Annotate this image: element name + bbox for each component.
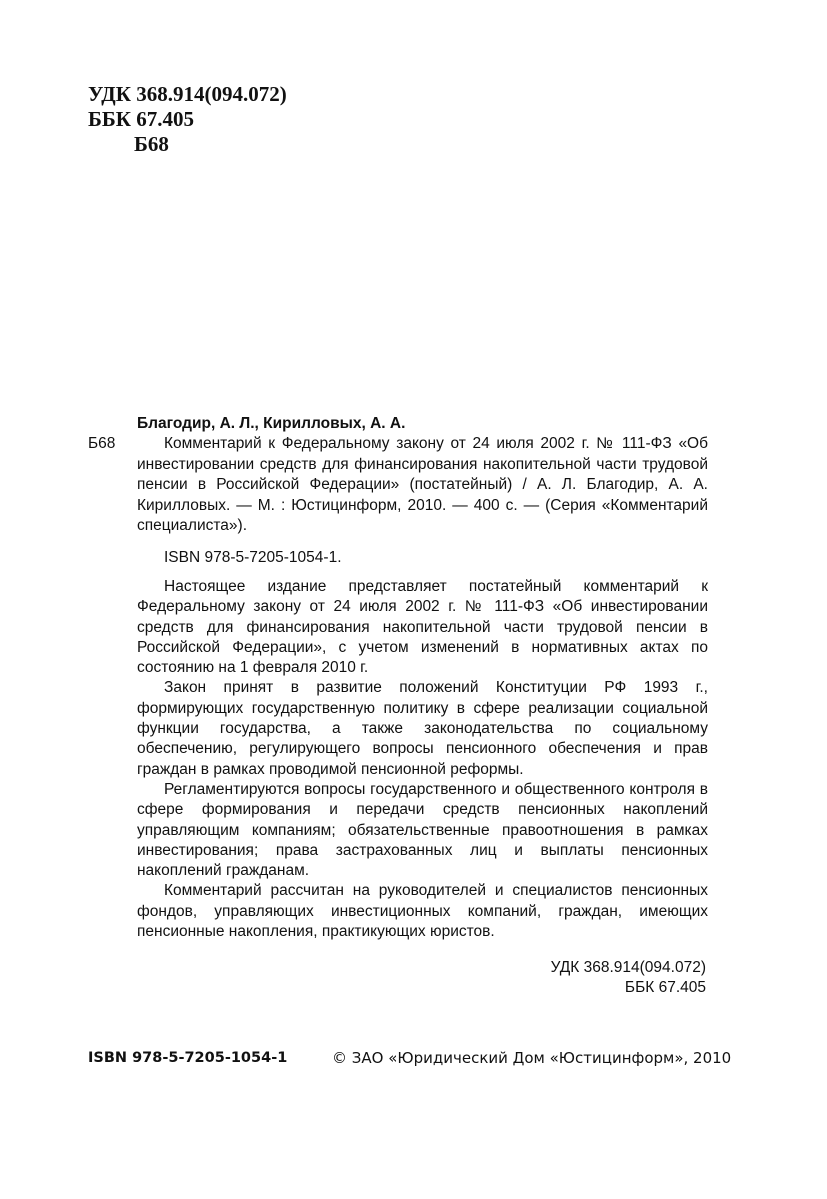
author-sign: Б68 — [134, 132, 169, 156]
udk-code: УДК 368.914(094.072) — [88, 82, 287, 106]
abstract-paragraph: Настоящее издание представляет постатейный комментарий к Федеральному закону от 24 июля 2002 г. № 111-ФЗ «Об инвестировании средств для финансирования накопительной части трудовой пенсии в Российской Федерации», с учетом изменений в нормативных актах по состоянию на 1 февраля 2010 г. — [137, 578, 708, 677]
card-udk-code: УДК 368.914(094.072) — [550, 959, 706, 976]
copyright-notice: © ЗАО «Юридический Дом «Юстицинформ», 2010 — [332, 1049, 732, 1067]
bbk-code: ББК 67.405 — [88, 107, 194, 131]
abstract — [137, 577, 708, 942]
classification-codes — [88, 82, 287, 157]
footer-isbn: ISBN 978-5-7205-1054-1 — [88, 1050, 288, 1066]
authors-heading: Благодир, А. Л., Кирилловых, А. А. — [137, 415, 406, 432]
card-bbk-code: ББК 67.405 — [624, 979, 706, 996]
author-sign-margin: Б68 — [88, 435, 116, 452]
isbn-line: ISBN 978-5-7205-1054-1. — [164, 549, 342, 566]
bibliographic-reference: Комментарий к Федеральному закону от 24 июля 2002 г. № 111-ФЗ «Об инвестировании средств для финансирования накопительной части трудовой пенсии в Российской Федерации» (постатейный) / А. Л. Благодир, А. А. Кирилловых. — М. : Юстицинформ, 2010. — 400 с. — (Серия «Комментарий специалиста»). — [137, 435, 708, 534]
card-classification-codes — [551, 958, 706, 998]
abstract-paragraph: Регламентируются вопросы государственного и общественного контроля в сфере формирования и передачи средств пенсионных накоплений управляющим компаниям; обязательственные правоотношения в рамках инвестирования; права застрахованных лиц и выплаты пенсионных накоплений гражданам. — [137, 780, 708, 880]
abstract-paragraph: Комментарий рассчитан на руководителей и специалистов пенсионных фондов, управляющих инвестиционных компаний, граждан, имеющих пенсионные накопления, практикующих юристов. — [137, 882, 708, 941]
abstract-paragraph: Закон принят в развитие положений Конституции РФ 1993 г., формирующих государственную политику в сфере реализации социальной функции государства, а также законодательства по социальному обеспечению, регулирующего вопросы пенсионного обеспечения и прав граждан в рамках проводимой пенсионной реформы. — [137, 679, 708, 778]
